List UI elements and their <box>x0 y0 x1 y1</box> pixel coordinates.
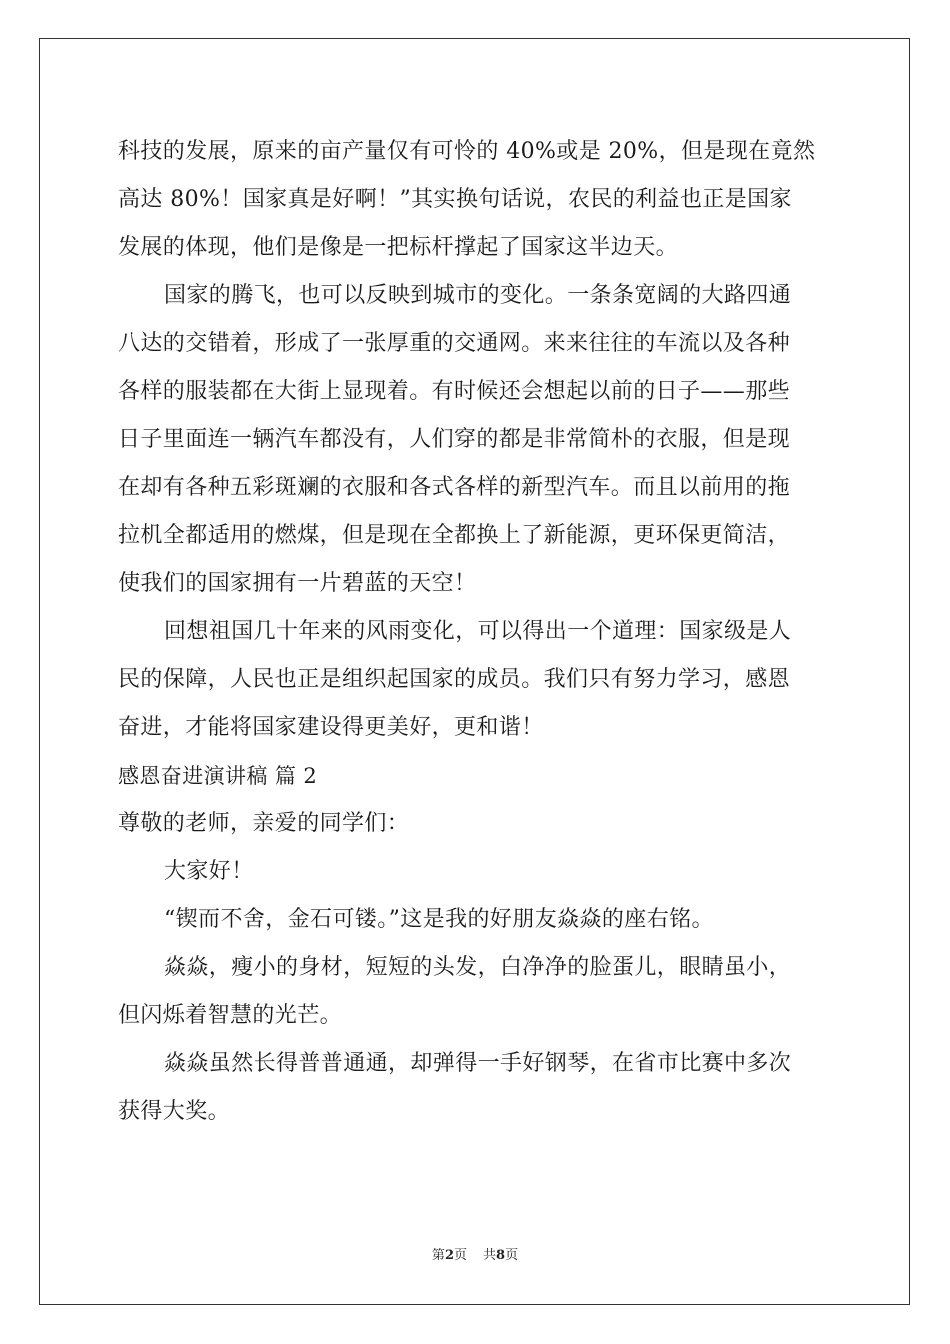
page-footer <box>0 1246 950 1266</box>
text-line: 使我们的国家拥有一片碧蓝的天空！ <box>118 571 477 596</box>
document-body <box>118 128 836 1136</box>
text-line: 但闪烁着智慧的光芒。 <box>118 1003 343 1028</box>
paragraph <box>118 272 836 608</box>
total-pages: 8 <box>496 1248 506 1263</box>
text-line: 国家的腾飞，也可以反映到城市的变化。一条条宽阔的大路四通 <box>164 283 792 308</box>
paragraph <box>118 848 836 896</box>
paragraph <box>118 608 836 752</box>
text-line: 拉机全都适用的燃煤，但是现在全都换上了新能源，更环保更简洁， <box>118 523 791 548</box>
text-line: 各样的服装都在大街上显现着。有时候还会想起以前的日子——那些 <box>118 379 791 404</box>
text-line: 日子里面连一辆汽车都没有，人们穿的都是非常简朴的衣服，但是现 <box>118 427 791 452</box>
text-line: 八达的交错着，形成了一张厚重的交通网。来来往往的车流以及各种 <box>118 331 791 356</box>
paragraph <box>118 128 836 272</box>
section-heading <box>118 752 836 800</box>
text-line: 获得大奖。 <box>118 1099 231 1124</box>
page-number: 2 <box>444 1248 454 1263</box>
page-prefix: 第 <box>431 1248 445 1263</box>
page-suffix: 页 <box>453 1248 467 1263</box>
text-line: “锲而不舍，金石可镂。”这是我的好朋友焱焱的座右铭。 <box>164 907 714 932</box>
paragraph <box>118 1040 836 1136</box>
text-line: 尊敬的老师，亲爱的同学们： <box>118 811 410 836</box>
text-line: 在却有各种五彩斑斓的衣服和各式各样的新型汽车。而且以前用的拖 <box>118 475 791 500</box>
paragraph <box>118 800 836 848</box>
text-line: 科技的发展，原来的亩产量仅有可怜的 40%或是 20%，但是现在竟然 <box>118 139 816 164</box>
text-line: 高达 80%！国家真是好啊！”其实换句话说，农民的利益也正是国家 <box>118 187 792 212</box>
text-line: 焱焱，瘦小的身材，短短的头发，白净净的脸蛋儿，眼睛虽小， <box>164 955 792 980</box>
text-line: 焱焱虽然长得普普通通，却弹得一手好钢琴，在省市比赛中多次 <box>164 1051 792 1076</box>
text-line: 感恩奋进演讲稿 篇 2 <box>118 764 318 788</box>
text-line: 民的保障，人民也正是组织起国家的成员。我们只有努力学习，感恩 <box>118 667 791 692</box>
text-line: 回想祖国几十年来的风雨变化，可以得出一个道理：国家级是人 <box>164 619 792 644</box>
total-suffix: 页 <box>505 1248 519 1263</box>
paragraph <box>118 944 836 1040</box>
text-line: 奋进，才能将国家建设得更美好，更和谐！ <box>118 715 544 740</box>
total-prefix: 共 <box>483 1248 497 1263</box>
text-line: 发展的体现，他们是像是一把标杆撑起了国家这半边天。 <box>118 235 679 260</box>
paragraph <box>118 896 836 944</box>
text-line: 大家好！ <box>164 859 254 884</box>
